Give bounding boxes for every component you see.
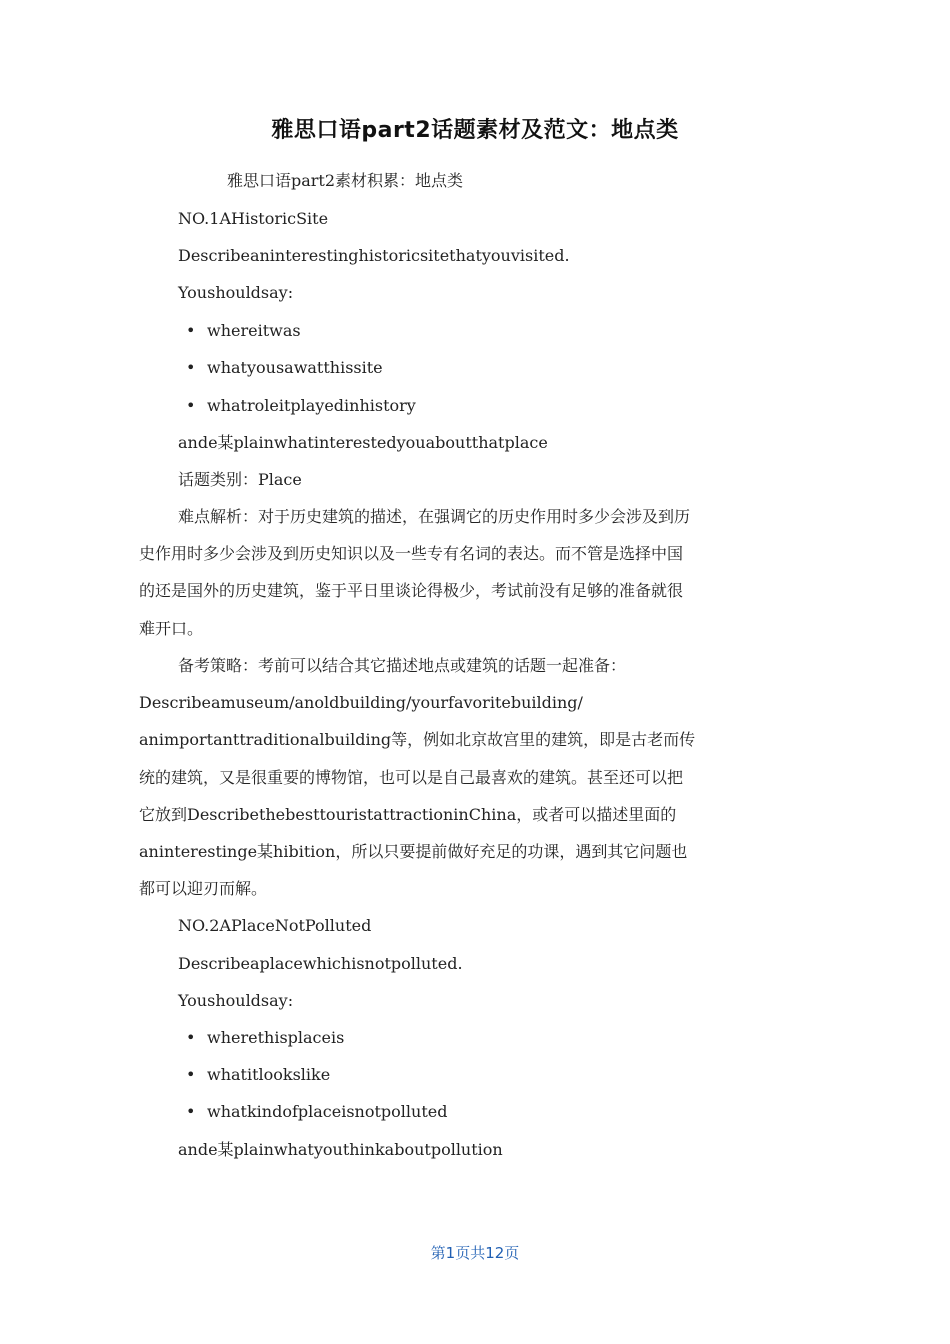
analysis-line: 难点解析：对于历史建筑的描述，在强调它的历史作用时多少会涉及到历 (178, 507, 691, 526)
bullet-icon: • (186, 396, 196, 415)
section2-bullet-2: whatitlookslike (207, 1065, 331, 1084)
section2-should-say: Youshouldsay: (178, 991, 294, 1010)
strategy-line: 统的建筑，又是很重要的博物馆，也可以是自己最喜欢的建筑。甚至还可以把 (139, 768, 684, 787)
section1-bullet-1: whereitwas (207, 321, 301, 340)
strategy-line: Describeamuseum/anoldbuilding/yourfavoritebuilding/ (139, 693, 583, 712)
analysis-line: 的还是国外的历史建筑，鉴于平日里谈论得极少，考试前没有足够的准备就很 (139, 581, 684, 600)
strategy-line: 都可以迎刃而解。 (139, 879, 268, 898)
section1-closing: ande某plainwhatinterestedyouaboutthatplace (178, 433, 548, 452)
section2-prompt: Describeaplacewhichisnotpolluted. (178, 954, 463, 973)
section1-bullet-2: whatyousawatthissite (207, 358, 383, 377)
section1-bullet-3: whatroleitplayedinhistory (207, 396, 416, 415)
section2-bullet-3: whatkindofplaceisnotpolluted (207, 1102, 448, 1121)
section1-should-say: Youshouldsay: (178, 283, 294, 302)
subtitle: 雅思口语part2素材积累：地点类 (227, 171, 464, 190)
bullet-icon: • (186, 1028, 196, 1047)
section1-heading: NO.1AHistoricSite (178, 209, 329, 228)
section1-prompt: Describeaninterestinghistoricsitethatyouvisited. (178, 246, 570, 265)
bullet-icon: • (186, 1102, 196, 1121)
strategy-line: 它放到DescribethebesttouristattractioninChina，或者可以描述里面的 (139, 805, 677, 824)
analysis-line: 难开口。 (139, 619, 204, 638)
strategy-line: animportanttraditionalbuilding等，例如北京故宫里的建筑，即是古老而传 (139, 730, 696, 749)
analysis-line: 史作用时多少会涉及到历史知识以及一些专有名词的表达。而不管是选择中国 (139, 544, 684, 563)
strategy-line: aninterestinge某hibition，所以只要提前做好充足的功课，遇到其它问题也 (139, 842, 688, 861)
bullet-icon: • (186, 358, 196, 377)
bullet-icon: • (186, 321, 196, 340)
document-title: 雅思口语part2话题素材及范文：地点类 (271, 118, 679, 143)
section2-heading: NO.2APlaceNotPolluted (178, 916, 372, 935)
strategy-line: 备考策略：考前可以结合其它描述地点或建筑的话题一起准备： (178, 656, 627, 675)
bullet-icon: • (186, 1065, 196, 1084)
section2-closing: ande某plainwhatyouthinkaboutpollution (178, 1140, 503, 1159)
section1-category: 话题类别：Place (178, 470, 302, 489)
page-footer: 第1页共12页 (430, 1244, 520, 1262)
section2-bullet-1: wherethisplaceis (207, 1028, 345, 1047)
